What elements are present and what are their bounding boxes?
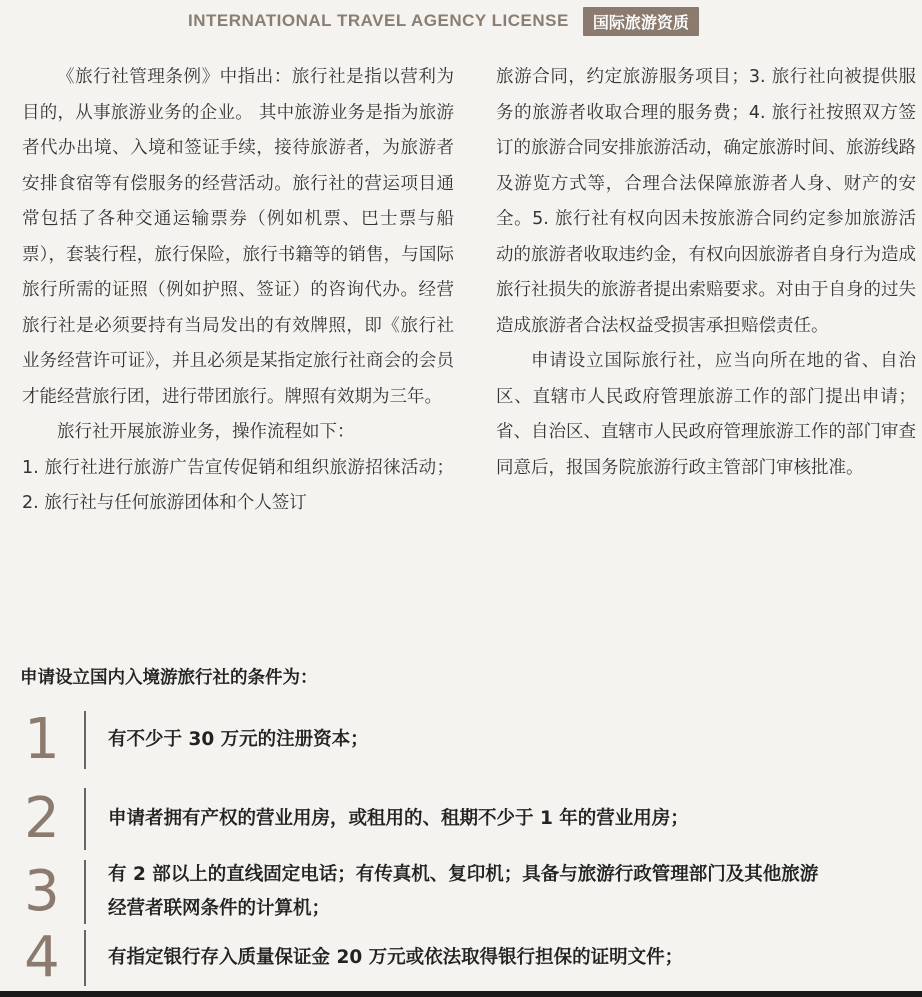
intro-paragraph: 《旅行社管理条例》中指出：旅行社是指以营利为目的，从事旅游业务的企业。 其中旅游业务是指为旅游者代办出境、入境和签证手续，接待旅游者，为旅游者安排食宿等有偿服务的经营活动。旅行社的营运项目通常包括了各种交通运输票券（例如机票、巴士票与船票），套装行程，旅行保险，旅行书籍等的销售，与国际旅行所需的证照（例如护照、签证）的咨询代办。经营旅行社是必须要持有当局发出的有效牌照，即《旅行社业务经营许可证》，并且必须是某指定旅行社商会的会员才能经营旅行团，进行带团旅行。牌照有效期为三年。	[22, 67, 454, 407]
process-steps-start: 1. 旅行社进行旅游广告宣传促销和组织旅游招徕活动；2. 旅行社与任何旅游团体和个人签订	[22, 457, 454, 513]
condition-text: 有不少于 30 万元的注册资本；	[108, 729, 369, 750]
condition-item-4	[0, 925, 922, 990]
condition-divider	[84, 788, 86, 850]
condition-text: 有 2 部以上的直线固定电话；有传真机、复印机；具备与旅游行政管理部门及其他旅游经营者联网条件的计算机；	[108, 864, 819, 919]
condition-number: 3	[24, 859, 60, 924]
process-heading: 旅行社开展旅游业务，操作流程如下：	[57, 422, 355, 442]
condition-divider	[84, 711, 86, 769]
header-title-en: INTERNATIONAL TRAVEL AGENCY LICENSE	[188, 11, 569, 30]
condition-text: 有指定银行存入质量保证金 20 万元或依法取得银行担保的证明文件；	[108, 947, 684, 968]
condition-number: 4	[24, 925, 60, 990]
page-header	[188, 6, 699, 36]
condition-text: 申请者拥有产权的营业用房，或租用的、租期不少于 1 年的营业用房；	[108, 808, 689, 829]
bottom-border	[0, 991, 922, 997]
condition-item-2	[0, 782, 922, 856]
process-steps-continued: 旅游合同，约定旅游服务项目；3. 旅行社向被提供服务的旅游者收取合理的服务费；4. 旅行社按照双方签订的旅游合同安排旅游活动，确定旅游时间、旅游线路及游览方式等，合理合法保障旅游者人身、财产的安全。5. 旅行社有权向因未按旅游合同约定参加旅游活动的旅游者收取违约金，有权向因旅游者自身行为造成旅行社损失的旅游者提出索赔要求。对由于自身的过失造成旅游者合法权益受损害承担赔偿责任。	[496, 67, 916, 336]
condition-item-1	[0, 708, 922, 772]
application-paragraph: 申请设立国际旅行社，应当向所在地的省、自治区、直辖市人民政府管理旅游工作的部门提出申请； 省、自治区、直辖市人民政府管理旅游工作的部门审查同意后，报国务院旅游行政主管部门审核批准。	[496, 351, 916, 478]
condition-number: 2	[24, 786, 60, 851]
conditions-title: 申请设立国内入境游旅行社的条件为：	[20, 668, 318, 688]
condition-item-3	[0, 856, 922, 928]
condition-divider	[84, 930, 86, 986]
condition-number: 1	[24, 707, 60, 772]
right-column	[496, 60, 916, 486]
condition-divider	[84, 860, 86, 924]
left-column	[22, 60, 454, 522]
header-badge-cn: 国际旅游资质	[583, 7, 699, 36]
